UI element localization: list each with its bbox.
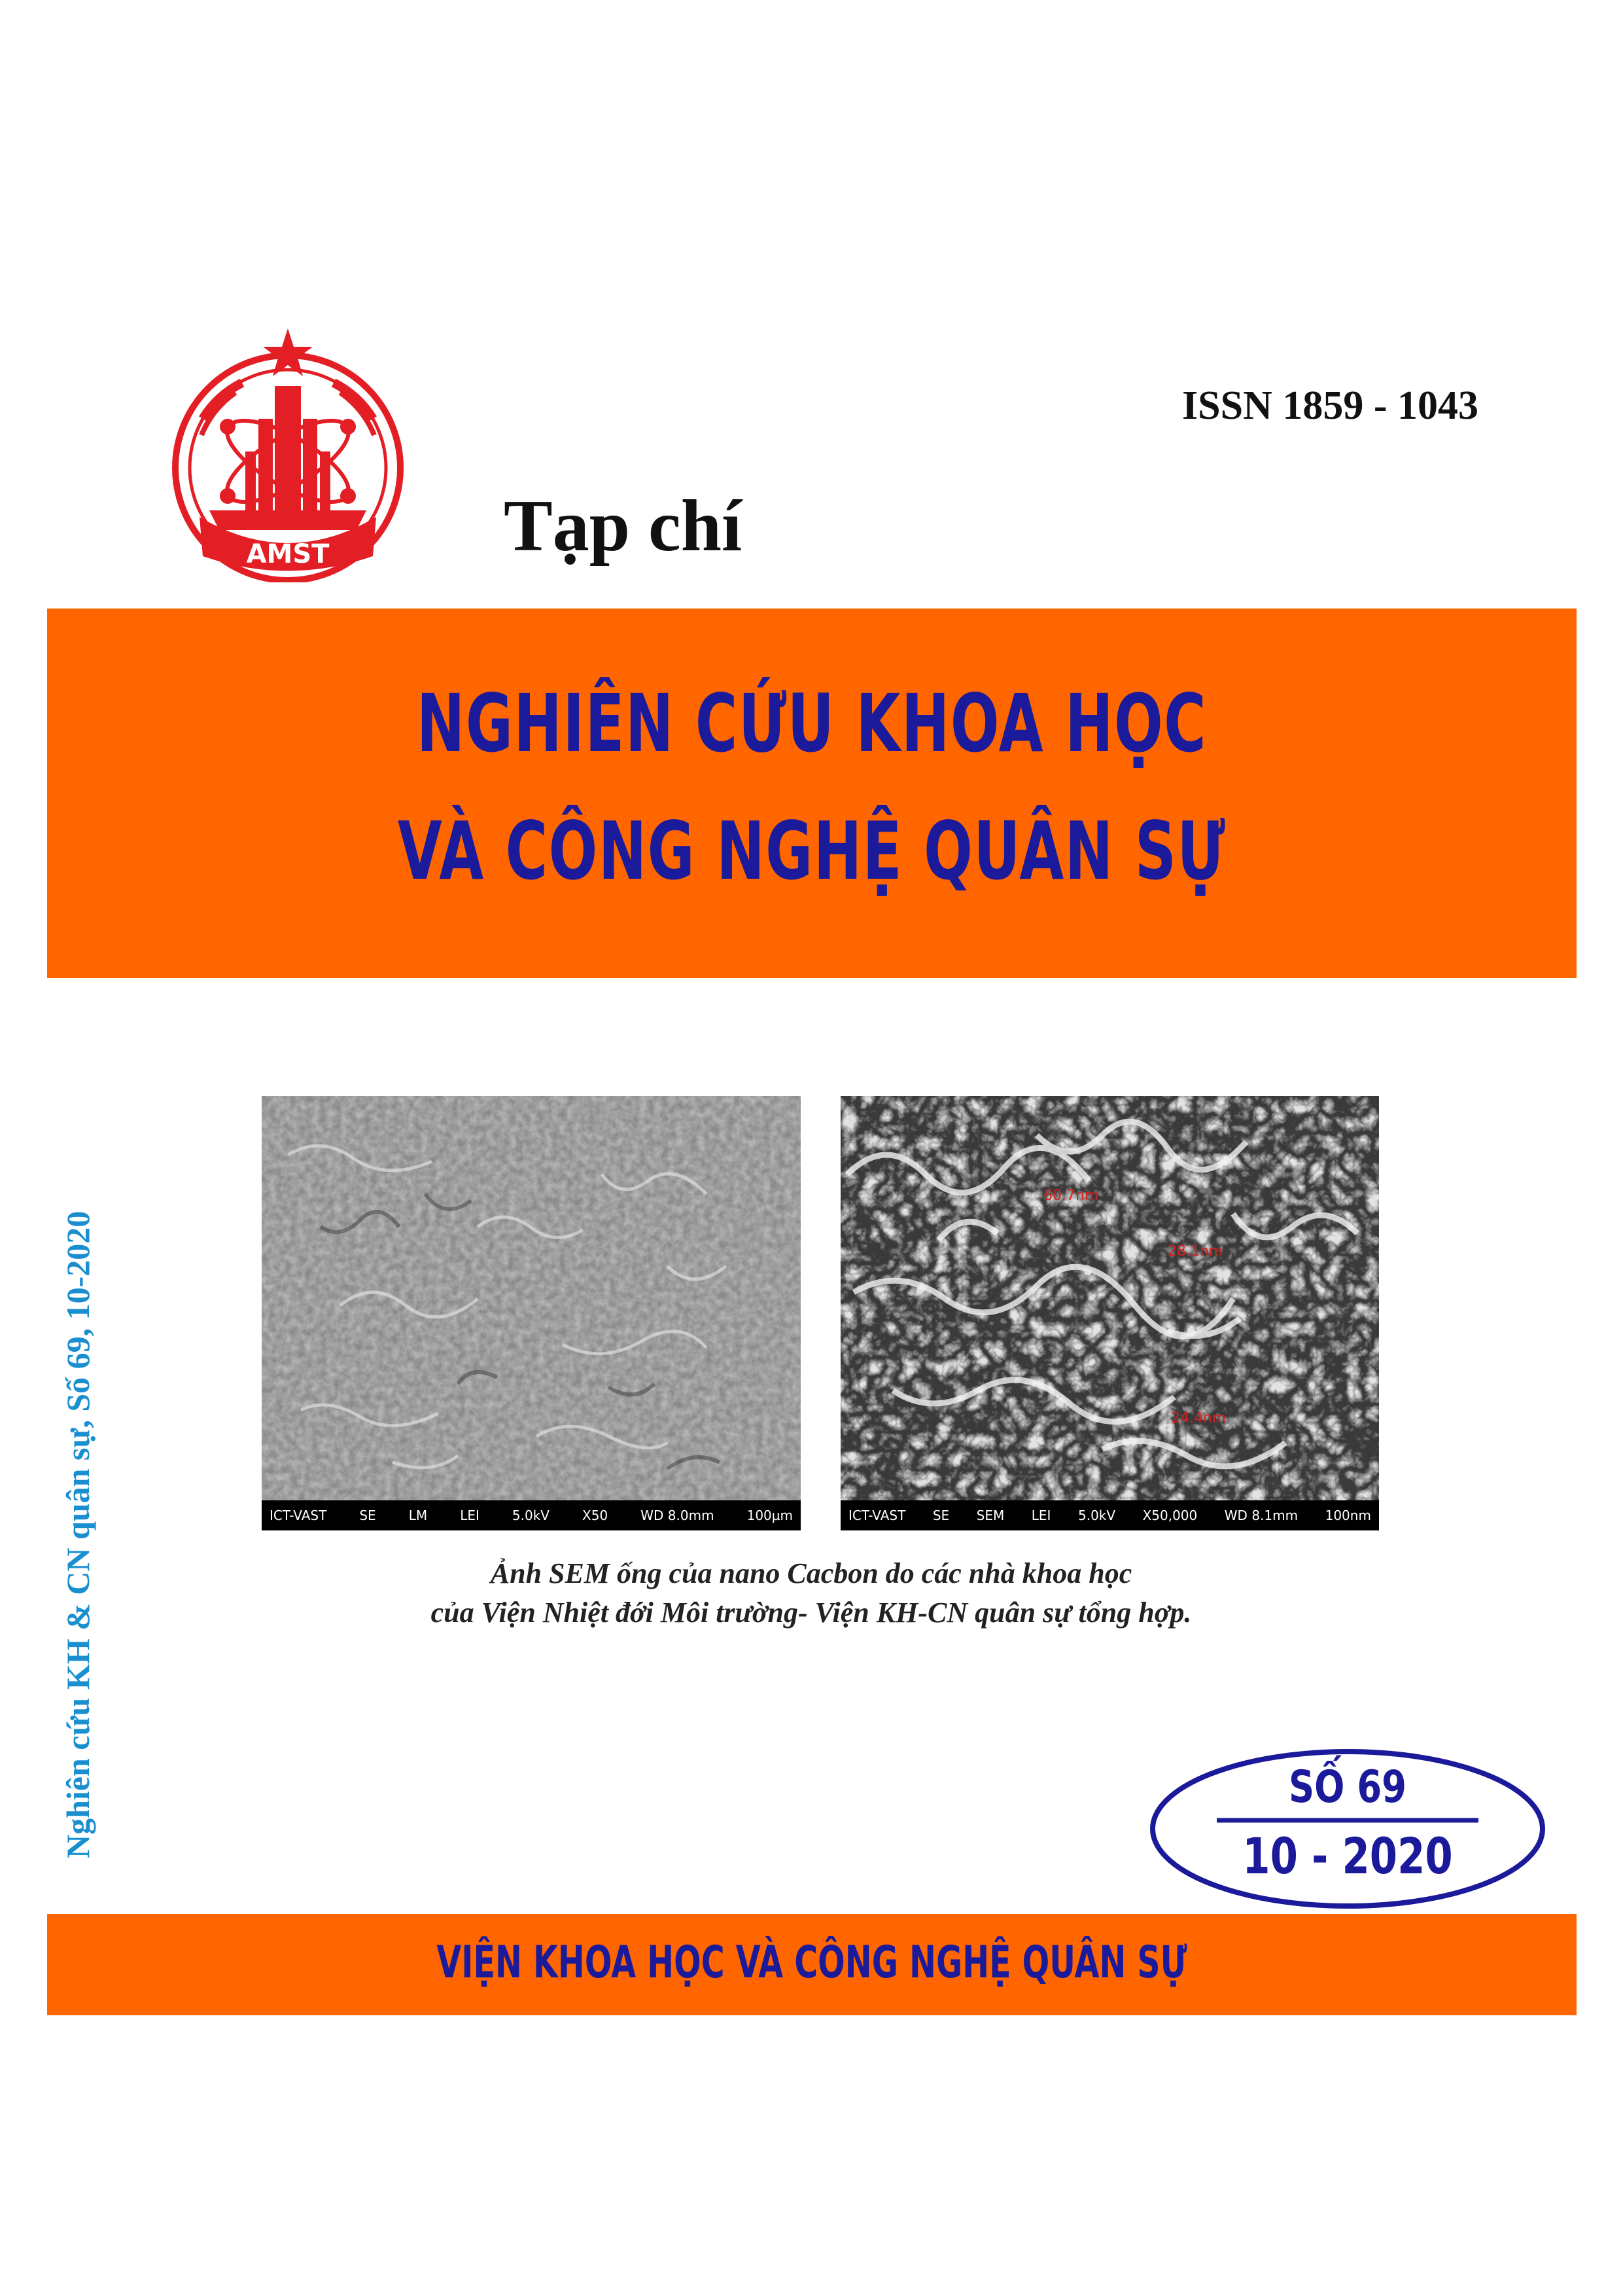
caption-line-1: Ảnh SEM ống của nano Cacbon do các nhà khoa học xyxy=(490,1557,1132,1589)
svg-text:AMST: AMST xyxy=(246,539,330,569)
issue-number: SỐ 69 xyxy=(1288,1761,1407,1813)
journal-title-line-1: NGHIÊN CỨU KHOA HỌC xyxy=(416,677,1208,770)
measurement-label: 28.1nm xyxy=(1168,1243,1223,1260)
spine xyxy=(20,1060,98,1858)
sem-texture-right xyxy=(841,1096,1379,1530)
caption-line-2: của Viện Nhiệt đới Môi trường- Viện KH-CN quân sự tổng hợp. xyxy=(430,1597,1192,1629)
issue-date: 10 - 2020 xyxy=(1242,1827,1453,1885)
journal-prefix: Tạp chí xyxy=(504,486,742,567)
spine-text: Nghiên cứu KH & CN quân sự, Số 69, 10-2020 xyxy=(60,1210,96,1858)
sem-info-bar-right: ICT-VAST SE SEM LEI 5.0kV X50,000 WD 8.1mm 100nm xyxy=(841,1500,1379,1530)
publisher-name: VIỆN KHOA HỌC VÀ CÔNG NGHỆ QUÂN SỰ xyxy=(436,1937,1187,1988)
journal-title-line-2: VÀ CÔNG NGHỆ QUÂN SỰ xyxy=(397,805,1227,898)
issn: ISSN 1859 - 1043 xyxy=(1181,383,1478,428)
title-band xyxy=(47,609,1577,978)
measurement-label: 60.7nm xyxy=(1043,1188,1099,1204)
footer-band xyxy=(47,1914,1577,2015)
sem-info-bar-left: ICT-VAST SE LM LEI 5.0kV X50 WD 8.0mm 100µm xyxy=(262,1500,801,1530)
issue-badge xyxy=(1148,1747,1547,1911)
sem-texture-left xyxy=(262,1096,801,1530)
image-caption xyxy=(196,1554,1426,1633)
measurement-label: 24.4nm xyxy=(1171,1410,1227,1426)
sem-image-left xyxy=(262,1096,801,1530)
sem-image-right xyxy=(841,1096,1379,1530)
amst-emblem-icon xyxy=(164,321,412,582)
